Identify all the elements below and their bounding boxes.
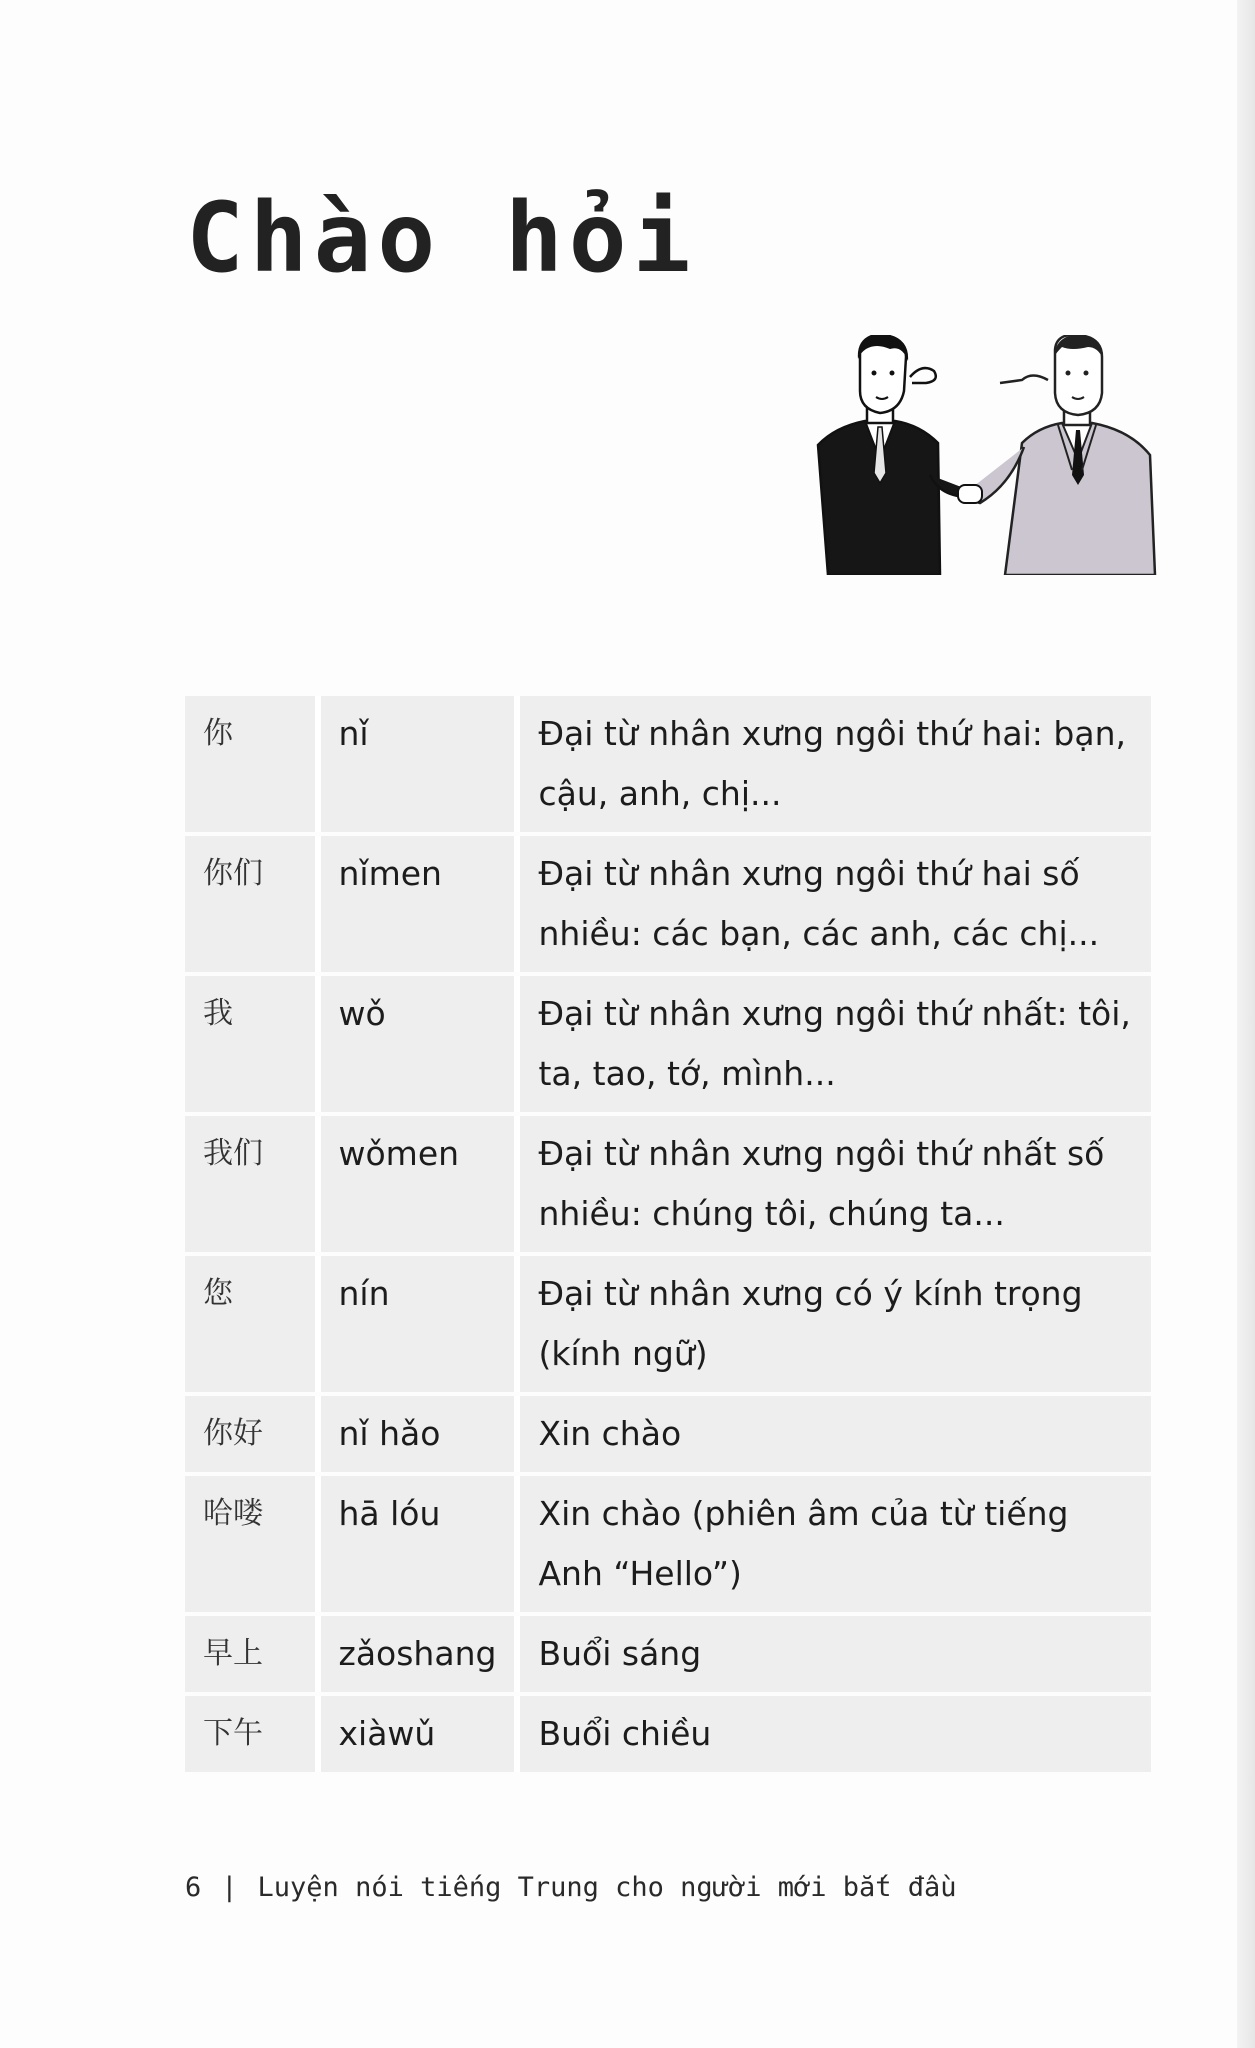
page-edge	[1237, 0, 1255, 2048]
table-row	[185, 1696, 1151, 1772]
meaning-cell: Buổi chiều	[520, 1696, 1151, 1772]
table-row	[185, 1116, 1151, 1252]
hanzi-cell: 哈喽	[185, 1476, 321, 1612]
hanzi-cell: 我们	[185, 1116, 321, 1252]
pinyin-cell: wǒ	[321, 976, 521, 1112]
table-row	[185, 696, 1151, 832]
pinyin-cell: wǒmen	[321, 1116, 521, 1252]
meaning-cell: Xin chào (phiên âm của từ tiếng Anh “Hello”)	[520, 1476, 1151, 1612]
table-row	[185, 836, 1151, 972]
pinyin-cell: hā lóu	[321, 1476, 521, 1612]
page-number: 6	[185, 1872, 202, 1903]
meaning-cell: Đại từ nhân xưng có ý kính trọng (kính ngữ)	[520, 1256, 1151, 1392]
table-row	[185, 1616, 1151, 1692]
hanzi-cell: 您	[185, 1256, 321, 1392]
footer-separator: |	[221, 1872, 238, 1903]
hanzi-cell: 早上	[185, 1616, 321, 1692]
table-row	[185, 1396, 1151, 1472]
hanzi-cell: 我	[185, 976, 321, 1112]
right-man-figure	[960, 335, 1155, 575]
meaning-cell: Đại từ nhân xưng ngôi thứ hai số nhiều: các bạn, các anh, các chị...	[520, 836, 1151, 972]
meaning-cell: Đại từ nhân xưng ngôi thứ nhất: tôi, ta, tao, tớ, mình...	[520, 976, 1151, 1112]
meaning-cell: Đại từ nhân xưng ngôi thứ hai: bạn, cậu, anh, chị...	[520, 696, 1151, 832]
book-title: Luyện nói tiếng Trung cho người mới bắt đầu	[257, 1872, 957, 1903]
page-footer	[185, 1872, 957, 1903]
meaning-cell: Đại từ nhân xưng ngôi thứ nhất số nhiều: chúng tôi, chúng ta...	[520, 1116, 1151, 1252]
page-title: Chào hỏi	[186, 182, 697, 294]
two-businessmen-handshake-icon	[810, 335, 1160, 575]
hanzi-cell: 下午	[185, 1696, 321, 1772]
pinyin-cell: nǐ	[321, 696, 521, 832]
pinyin-cell: xiàwǔ	[321, 1696, 521, 1772]
hanzi-cell: 你好	[185, 1396, 321, 1472]
pinyin-cell: zǎoshang	[321, 1616, 521, 1692]
meaning-cell: Xin chào	[520, 1396, 1151, 1472]
pinyin-cell: nín	[321, 1256, 521, 1392]
vocabulary-table-body	[185, 696, 1151, 1772]
hanzi-cell: 你	[185, 696, 321, 832]
meaning-cell: Buổi sáng	[520, 1616, 1151, 1692]
pinyin-cell: nǐmen	[321, 836, 521, 972]
hanzi-cell: 你们	[185, 836, 321, 972]
pinyin-cell: nǐ hǎo	[321, 1396, 521, 1472]
table-row	[185, 976, 1151, 1112]
left-man-figure	[818, 335, 982, 575]
vocabulary-table	[185, 692, 1151, 1776]
table-row	[185, 1256, 1151, 1392]
table-row	[185, 1476, 1151, 1612]
